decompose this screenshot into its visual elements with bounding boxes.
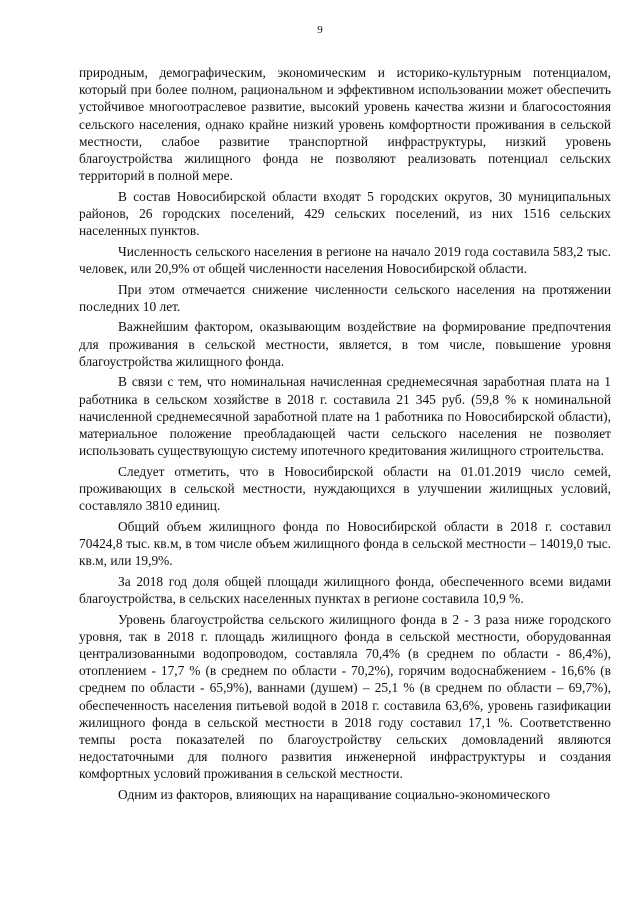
- page-number: 9: [317, 24, 323, 36]
- paragraph-housing-stock: Общий объем жилищного фонда по Новосибирской области в 2018 г. составил 70424,8 тыс. кв.м, в том числе объем жилищного фонда в сельской местности – 14019,0 тыс. кв.м, или 19,9%.: [79, 518, 611, 569]
- paragraph-families-in-need: Следует отметить, что в Новосибирской области на 01.01.2019 число семей, проживающих в сельской местности, нуждающихся в улучшении жилищных условий, составляло 3810 единиц.: [79, 463, 611, 514]
- paragraph-population-decline: При этом отмечается снижение численности сельского населения на протяжении последних 10 лет.: [79, 281, 611, 314]
- paragraph-key-factor: Важнейшим фактором, оказывающим воздействие на формирование предпочтения для проживания в сельской местности, является, в том числе, повышение уровня благоустройства жилищного фонда.: [79, 319, 611, 369]
- paragraph-wages: В связи с тем, что номинальная начисленная среднемесячная заработная плата на 1 работника в сельском хозяйстве в 2018 г. составила 21 345 руб. (59,8 % к номинальной начисленной среднемесячной заработной плате на 1 работника по Новосибирской области), материальное положение преобладающей части сельского населения не позволяет использовать существующую систему ипотечного кредитования жилищного строительства.: [79, 374, 611, 459]
- paragraph-amenities-share: За 2018 год доля общей площади жилищного фонда, обеспеченного всеми видами благоустройства, в сельских населенных пунктах в регионе составила 10,9 %.: [79, 573, 611, 607]
- paragraph-continuation: природным, демографическим, экономическим и историко-культурным потенциалом, который при более полном, рациональном и эффективном использовании может обеспечить устойчивое многоотраслевое развитие, высокий уровень качества жизни и благосостояния сельского населения, однако крайне низкий уровень комфортности проживания в сельской местности, слабое развитие транспортной инфраструктуры, низкий уровень благоустройства жилищного фонда не позволяют реализовать потенциал сельских территорий в полной мере.: [79, 65, 611, 184]
- paragraph-factors: Одним из факторов, влияющих на наращивание социально-экономического: [118, 787, 551, 803]
- paragraph-amenities-level: Уровень благоустройства сельского жилищного фонда в 2 - 3 раза ниже городского уровня, так в 2018 г. площадь жилищного фонда в сельской местности, оборудованная централизованными водопроводом, составляла 70,4% (в среднем по области - 86,4%), отоплением - 17,7 % (в среднем по области - 70,2%), горячим водоснабжением - 16,6% (в среднем по области - 65,9%), ваннами (душем) – 25,1 % (в среднем по области – 69,7%), обеспеченность населения питьевой водой в 2018 г. составила 63,6%, уровень газификации жилищного фонда в сельской местности в 2018 году составил 17,1 %. Соответственно темпы роста показателей по благоустройству сельских домовладений являются недостаточными для полного развития инженерной инфраструктуры и создания комфортных условий проживания в сельской местности.: [79, 611, 611, 782]
- document-body: [79, 64, 611, 807]
- paragraph-municipal-structure: В состав Новосибирской области входят 5 городских округов, 30 муниципальных районов, 26 городских поселений, 429 сельских поселений, из них 1516 сельских населенных пунктов.: [79, 188, 611, 239]
- paragraph-rural-population: Численность сельского населения в регионе на начало 2019 года составила 583,2 тыс. человек, или 20,9% от общей численности населения Новосибирской области.: [79, 243, 611, 277]
